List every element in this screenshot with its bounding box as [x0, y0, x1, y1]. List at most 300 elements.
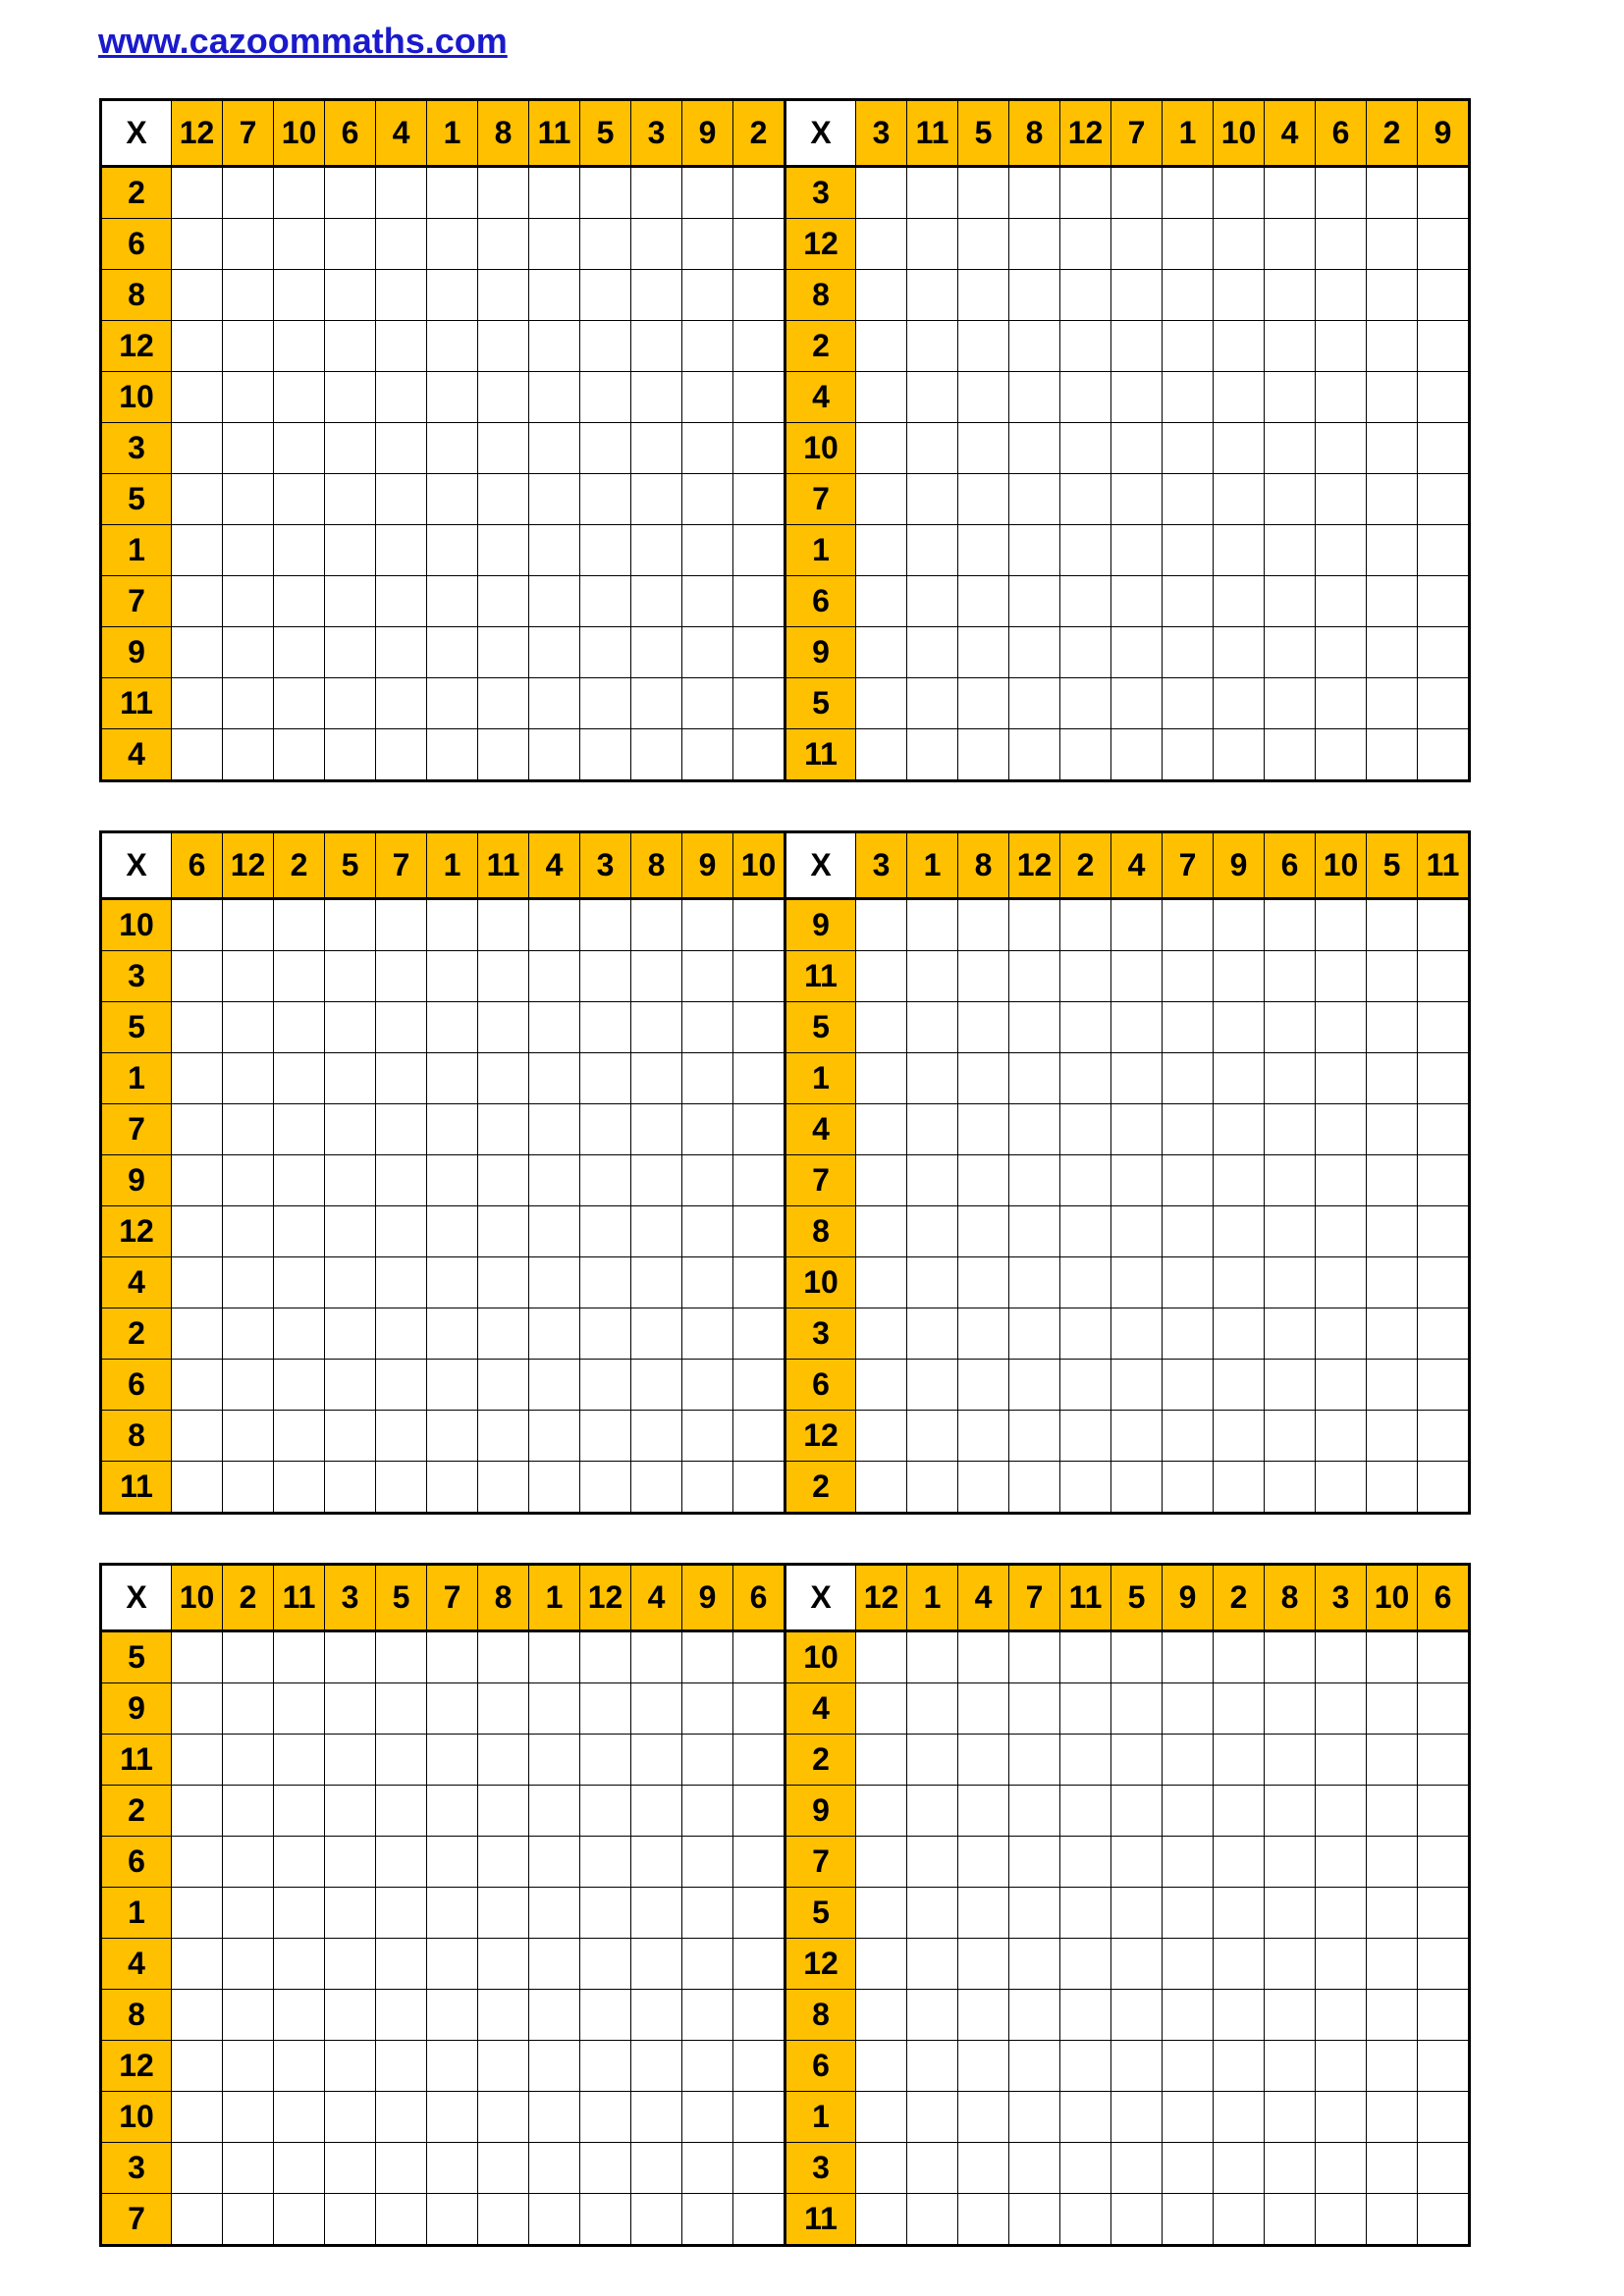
answer-cell[interactable]: [223, 1002, 274, 1053]
answer-cell[interactable]: [223, 525, 274, 576]
answer-cell[interactable]: [631, 1257, 682, 1308]
answer-cell[interactable]: [907, 1257, 958, 1308]
answer-cell[interactable]: [631, 1735, 682, 1786]
answer-cell[interactable]: [682, 2092, 733, 2143]
answer-cell[interactable]: [631, 372, 682, 423]
answer-cell[interactable]: [682, 1206, 733, 1257]
answer-cell[interactable]: [529, 219, 580, 270]
answer-cell[interactable]: [958, 525, 1009, 576]
answer-cell[interactable]: [1214, 1411, 1265, 1462]
answer-cell[interactable]: [958, 1360, 1009, 1411]
answer-cell[interactable]: [325, 1155, 376, 1206]
answer-cell[interactable]: [1214, 1155, 1265, 1206]
answer-cell[interactable]: [733, 1888, 785, 1939]
answer-cell[interactable]: [172, 1990, 223, 2041]
answer-cell[interactable]: [325, 1631, 376, 1683]
answer-cell[interactable]: [1111, 2143, 1163, 2194]
answer-cell[interactable]: [907, 474, 958, 525]
answer-cell[interactable]: [529, 627, 580, 678]
answer-cell[interactable]: [529, 474, 580, 525]
answer-cell[interactable]: [274, 1735, 325, 1786]
answer-cell[interactable]: [1418, 1462, 1470, 1514]
answer-cell[interactable]: [529, 1104, 580, 1155]
answer-cell[interactable]: [1111, 1104, 1163, 1155]
answer-cell[interactable]: [856, 372, 907, 423]
answer-cell[interactable]: [580, 1990, 631, 2041]
answer-cell[interactable]: [223, 1631, 274, 1683]
answer-cell[interactable]: [529, 1888, 580, 1939]
answer-cell[interactable]: [172, 1411, 223, 1462]
answer-cell[interactable]: [1367, 729, 1418, 781]
answer-cell[interactable]: [907, 1462, 958, 1514]
answer-cell[interactable]: [172, 1257, 223, 1308]
answer-cell[interactable]: [1367, 951, 1418, 1002]
answer-cell[interactable]: [1111, 1837, 1163, 1888]
answer-cell[interactable]: [223, 321, 274, 372]
answer-cell[interactable]: [580, 951, 631, 1002]
answer-cell[interactable]: [1009, 576, 1060, 627]
answer-cell[interactable]: [478, 1888, 529, 1939]
answer-cell[interactable]: [376, 627, 427, 678]
answer-cell[interactable]: [223, 1155, 274, 1206]
answer-cell[interactable]: [274, 899, 325, 951]
answer-cell[interactable]: [1214, 2143, 1265, 2194]
answer-cell[interactable]: [733, 2092, 785, 2143]
answer-cell[interactable]: [1009, 1631, 1060, 1683]
answer-cell[interactable]: [376, 1308, 427, 1360]
answer-cell[interactable]: [376, 729, 427, 781]
answer-cell[interactable]: [1418, 321, 1470, 372]
answer-cell[interactable]: [733, 2143, 785, 2194]
answer-cell[interactable]: [1214, 1360, 1265, 1411]
answer-cell[interactable]: [1265, 1360, 1316, 1411]
answer-cell[interactable]: [1316, 1631, 1367, 1683]
answer-cell[interactable]: [1009, 2143, 1060, 2194]
answer-cell[interactable]: [631, 1631, 682, 1683]
answer-cell[interactable]: [223, 1257, 274, 1308]
answer-cell[interactable]: [529, 525, 580, 576]
answer-cell[interactable]: [478, 729, 529, 781]
answer-cell[interactable]: [427, 1002, 478, 1053]
answer-cell[interactable]: [580, 1888, 631, 1939]
answer-cell[interactable]: [907, 729, 958, 781]
answer-cell[interactable]: [1111, 678, 1163, 729]
answer-cell[interactable]: [1316, 219, 1367, 270]
answer-cell[interactable]: [376, 2194, 427, 2246]
answer-cell[interactable]: [325, 2194, 376, 2246]
answer-cell[interactable]: [274, 2092, 325, 2143]
answer-cell[interactable]: [1111, 729, 1163, 781]
answer-cell[interactable]: [325, 1735, 376, 1786]
answer-cell[interactable]: [631, 1206, 682, 1257]
answer-cell[interactable]: [478, 1308, 529, 1360]
answer-cell[interactable]: [478, 2143, 529, 2194]
answer-cell[interactable]: [274, 2194, 325, 2246]
answer-cell[interactable]: [172, 627, 223, 678]
answer-cell[interactable]: [529, 1206, 580, 1257]
answer-cell[interactable]: [958, 1888, 1009, 1939]
answer-cell[interactable]: [223, 1053, 274, 1104]
answer-cell[interactable]: [427, 372, 478, 423]
answer-cell[interactable]: [1214, 474, 1265, 525]
answer-cell[interactable]: [1316, 270, 1367, 321]
answer-cell[interactable]: [856, 1002, 907, 1053]
answer-cell[interactable]: [1111, 474, 1163, 525]
answer-cell[interactable]: [1367, 1683, 1418, 1735]
answer-cell[interactable]: [580, 1411, 631, 1462]
answer-cell[interactable]: [1316, 678, 1367, 729]
answer-cell[interactable]: [427, 1939, 478, 1990]
answer-cell[interactable]: [1265, 372, 1316, 423]
answer-cell[interactable]: [682, 576, 733, 627]
answer-cell[interactable]: [1009, 729, 1060, 781]
answer-cell[interactable]: [427, 1462, 478, 1514]
answer-cell[interactable]: [958, 474, 1009, 525]
answer-cell[interactable]: [1214, 1308, 1265, 1360]
answer-cell[interactable]: [1214, 1786, 1265, 1837]
answer-cell[interactable]: [682, 1888, 733, 1939]
answer-cell[interactable]: [733, 678, 785, 729]
answer-cell[interactable]: [907, 1939, 958, 1990]
answer-cell[interactable]: [427, 219, 478, 270]
answer-cell[interactable]: [1163, 1462, 1214, 1514]
answer-cell[interactable]: [325, 951, 376, 1002]
answer-cell[interactable]: [529, 1939, 580, 1990]
answer-cell[interactable]: [172, 729, 223, 781]
answer-cell[interactable]: [274, 1002, 325, 1053]
answer-cell[interactable]: [223, 1837, 274, 1888]
answer-cell[interactable]: [1418, 899, 1470, 951]
answer-cell[interactable]: [856, 951, 907, 1002]
answer-cell[interactable]: [1418, 1837, 1470, 1888]
answer-cell[interactable]: [907, 1683, 958, 1735]
answer-cell[interactable]: [1111, 1411, 1163, 1462]
answer-cell[interactable]: [1367, 219, 1418, 270]
answer-cell[interactable]: [682, 678, 733, 729]
answer-cell[interactable]: [1060, 1002, 1111, 1053]
answer-cell[interactable]: [1163, 1786, 1214, 1837]
answer-cell[interactable]: [1265, 1104, 1316, 1155]
answer-cell[interactable]: [1418, 270, 1470, 321]
answer-cell[interactable]: [958, 1206, 1009, 1257]
answer-cell[interactable]: [1367, 1206, 1418, 1257]
answer-cell[interactable]: [1060, 1360, 1111, 1411]
answer-cell[interactable]: [1316, 1308, 1367, 1360]
answer-cell[interactable]: [907, 627, 958, 678]
answer-cell[interactable]: [907, 1837, 958, 1888]
answer-cell[interactable]: [1009, 372, 1060, 423]
answer-cell[interactable]: [856, 474, 907, 525]
answer-cell[interactable]: [733, 1053, 785, 1104]
answer-cell[interactable]: [1009, 1308, 1060, 1360]
answer-cell[interactable]: [478, 1735, 529, 1786]
answer-cell[interactable]: [682, 1002, 733, 1053]
answer-cell[interactable]: [1111, 321, 1163, 372]
answer-cell[interactable]: [274, 729, 325, 781]
answer-cell[interactable]: [1316, 474, 1367, 525]
answer-cell[interactable]: [1060, 1990, 1111, 2041]
answer-cell[interactable]: [856, 1462, 907, 1514]
answer-cell[interactable]: [1214, 321, 1265, 372]
answer-cell[interactable]: [856, 1104, 907, 1155]
answer-cell[interactable]: [529, 1257, 580, 1308]
answer-cell[interactable]: [325, 729, 376, 781]
answer-cell[interactable]: [631, 1683, 682, 1735]
answer-cell[interactable]: [1316, 1155, 1367, 1206]
answer-cell[interactable]: [958, 2092, 1009, 2143]
answer-cell[interactable]: [907, 1990, 958, 2041]
answer-cell[interactable]: [1060, 2143, 1111, 2194]
answer-cell[interactable]: [856, 270, 907, 321]
answer-cell[interactable]: [1418, 2194, 1470, 2246]
answer-cell[interactable]: [631, 2092, 682, 2143]
answer-cell[interactable]: [1367, 474, 1418, 525]
answer-cell[interactable]: [580, 627, 631, 678]
answer-cell[interactable]: [1316, 1257, 1367, 1308]
answer-cell[interactable]: [478, 321, 529, 372]
answer-cell[interactable]: [1367, 2143, 1418, 2194]
answer-cell[interactable]: [325, 899, 376, 951]
answer-cell[interactable]: [1265, 729, 1316, 781]
answer-cell[interactable]: [1316, 372, 1367, 423]
answer-cell[interactable]: [1060, 525, 1111, 576]
answer-cell[interactable]: [631, 525, 682, 576]
answer-cell[interactable]: [580, 2041, 631, 2092]
answer-cell[interactable]: [1265, 1411, 1316, 1462]
answer-cell[interactable]: [1418, 627, 1470, 678]
answer-cell[interactable]: [529, 167, 580, 219]
answer-cell[interactable]: [682, 1360, 733, 1411]
answer-cell[interactable]: [172, 678, 223, 729]
answer-cell[interactable]: [274, 1888, 325, 1939]
answer-cell[interactable]: [1265, 951, 1316, 1002]
answer-cell[interactable]: [325, 576, 376, 627]
answer-cell[interactable]: [1316, 576, 1367, 627]
answer-cell[interactable]: [1111, 372, 1163, 423]
answer-cell[interactable]: [682, 423, 733, 474]
answer-cell[interactable]: [856, 1735, 907, 1786]
answer-cell[interactable]: [580, 270, 631, 321]
answer-cell[interactable]: [478, 899, 529, 951]
answer-cell[interactable]: [427, 1053, 478, 1104]
answer-cell[interactable]: [1418, 1360, 1470, 1411]
answer-cell[interactable]: [325, 1257, 376, 1308]
answer-cell[interactable]: [733, 1411, 785, 1462]
answer-cell[interactable]: [1265, 2041, 1316, 2092]
answer-cell[interactable]: [682, 1308, 733, 1360]
answer-cell[interactable]: [1060, 1939, 1111, 1990]
answer-cell[interactable]: [733, 1104, 785, 1155]
answer-cell[interactable]: [733, 321, 785, 372]
answer-cell[interactable]: [529, 951, 580, 1002]
answer-cell[interactable]: [274, 321, 325, 372]
answer-cell[interactable]: [958, 372, 1009, 423]
answer-cell[interactable]: [958, 899, 1009, 951]
answer-cell[interactable]: [274, 372, 325, 423]
answer-cell[interactable]: [1111, 1155, 1163, 1206]
answer-cell[interactable]: [376, 1786, 427, 1837]
answer-cell[interactable]: [1367, 1631, 1418, 1683]
answer-cell[interactable]: [325, 167, 376, 219]
answer-cell[interactable]: [1060, 1104, 1111, 1155]
answer-cell[interactable]: [172, 1888, 223, 1939]
answer-cell[interactable]: [478, 678, 529, 729]
answer-cell[interactable]: [1163, 2041, 1214, 2092]
answer-cell[interactable]: [1060, 1411, 1111, 1462]
answer-cell[interactable]: [223, 474, 274, 525]
answer-cell[interactable]: [1163, 423, 1214, 474]
answer-cell[interactable]: [1265, 1888, 1316, 1939]
answer-cell[interactable]: [376, 525, 427, 576]
answer-cell[interactable]: [1111, 1257, 1163, 1308]
answer-cell[interactable]: [1060, 1631, 1111, 1683]
answer-cell[interactable]: [631, 1360, 682, 1411]
answer-cell[interactable]: [172, 1104, 223, 1155]
answer-cell[interactable]: [1367, 1360, 1418, 1411]
answer-cell[interactable]: [907, 678, 958, 729]
answer-cell[interactable]: [1418, 1411, 1470, 1462]
answer-cell[interactable]: [856, 1939, 907, 1990]
answer-cell[interactable]: [580, 2194, 631, 2246]
answer-cell[interactable]: [1418, 1155, 1470, 1206]
answer-cell[interactable]: [478, 1206, 529, 1257]
answer-cell[interactable]: [427, 423, 478, 474]
answer-cell[interactable]: [856, 2092, 907, 2143]
answer-cell[interactable]: [580, 1683, 631, 1735]
answer-cell[interactable]: [1214, 729, 1265, 781]
answer-cell[interactable]: [1163, 372, 1214, 423]
answer-cell[interactable]: [274, 1360, 325, 1411]
answer-cell[interactable]: [1111, 1631, 1163, 1683]
answer-cell[interactable]: [1214, 1837, 1265, 1888]
answer-cell[interactable]: [1418, 1888, 1470, 1939]
answer-cell[interactable]: [907, 423, 958, 474]
answer-cell[interactable]: [580, 1104, 631, 1155]
answer-cell[interactable]: [427, 1308, 478, 1360]
answer-cell[interactable]: [856, 1206, 907, 1257]
answer-cell[interactable]: [1214, 1735, 1265, 1786]
answer-cell[interactable]: [1265, 423, 1316, 474]
answer-cell[interactable]: [1316, 321, 1367, 372]
answer-cell[interactable]: [1367, 627, 1418, 678]
answer-cell[interactable]: [856, 1990, 907, 2041]
answer-cell[interactable]: [1214, 1888, 1265, 1939]
answer-cell[interactable]: [427, 1631, 478, 1683]
answer-cell[interactable]: [1316, 2041, 1367, 2092]
answer-cell[interactable]: [1060, 1683, 1111, 1735]
answer-cell[interactable]: [1214, 1257, 1265, 1308]
answer-cell[interactable]: [1214, 423, 1265, 474]
answer-cell[interactable]: [325, 1206, 376, 1257]
answer-cell[interactable]: [376, 1888, 427, 1939]
answer-cell[interactable]: [172, 474, 223, 525]
answer-cell[interactable]: [1009, 1411, 1060, 1462]
answer-cell[interactable]: [1418, 1631, 1470, 1683]
answer-cell[interactable]: [1111, 1360, 1163, 1411]
answer-cell[interactable]: [478, 1837, 529, 1888]
answer-cell[interactable]: [1060, 1308, 1111, 1360]
answer-cell[interactable]: [1009, 2041, 1060, 2092]
answer-cell[interactable]: [1163, 1206, 1214, 1257]
answer-cell[interactable]: [1214, 270, 1265, 321]
answer-cell[interactable]: [1265, 1462, 1316, 1514]
answer-cell[interactable]: [1060, 729, 1111, 781]
answer-cell[interactable]: [529, 1683, 580, 1735]
answer-cell[interactable]: [376, 2143, 427, 2194]
answer-cell[interactable]: [856, 1411, 907, 1462]
answer-cell[interactable]: [907, 372, 958, 423]
answer-cell[interactable]: [682, 1939, 733, 1990]
answer-cell[interactable]: [1214, 1104, 1265, 1155]
answer-cell[interactable]: [1316, 1837, 1367, 1888]
answer-cell[interactable]: [733, 627, 785, 678]
answer-cell[interactable]: [580, 1002, 631, 1053]
answer-cell[interactable]: [478, 372, 529, 423]
answer-cell[interactable]: [1111, 270, 1163, 321]
answer-cell[interactable]: [172, 525, 223, 576]
answer-cell[interactable]: [223, 1939, 274, 1990]
answer-cell[interactable]: [223, 372, 274, 423]
answer-cell[interactable]: [223, 1104, 274, 1155]
answer-cell[interactable]: [682, 1104, 733, 1155]
answer-cell[interactable]: [733, 474, 785, 525]
answer-cell[interactable]: [1214, 678, 1265, 729]
answer-cell[interactable]: [856, 576, 907, 627]
answer-cell[interactable]: [631, 1990, 682, 2041]
answer-cell[interactable]: [1214, 899, 1265, 951]
answer-cell[interactable]: [631, 2143, 682, 2194]
answer-cell[interactable]: [1265, 321, 1316, 372]
answer-cell[interactable]: [325, 474, 376, 525]
answer-cell[interactable]: [1316, 1053, 1367, 1104]
answer-cell[interactable]: [223, 1990, 274, 2041]
answer-cell[interactable]: [907, 1735, 958, 1786]
answer-cell[interactable]: [958, 2194, 1009, 2246]
answer-cell[interactable]: [1163, 678, 1214, 729]
answer-cell[interactable]: [631, 1837, 682, 1888]
answer-cell[interactable]: [478, 219, 529, 270]
answer-cell[interactable]: [907, 1206, 958, 1257]
answer-cell[interactable]: [1367, 1002, 1418, 1053]
answer-cell[interactable]: [1060, 576, 1111, 627]
answer-cell[interactable]: [529, 1411, 580, 1462]
answer-cell[interactable]: [529, 321, 580, 372]
answer-cell[interactable]: [1214, 219, 1265, 270]
answer-cell[interactable]: [325, 2041, 376, 2092]
answer-cell[interactable]: [631, 1308, 682, 1360]
answer-cell[interactable]: [580, 474, 631, 525]
answer-cell[interactable]: [907, 1155, 958, 1206]
answer-cell[interactable]: [1265, 1837, 1316, 1888]
answer-cell[interactable]: [427, 899, 478, 951]
answer-cell[interactable]: [1316, 2092, 1367, 2143]
answer-cell[interactable]: [1418, 1735, 1470, 1786]
answer-cell[interactable]: [631, 678, 682, 729]
answer-cell[interactable]: [376, 372, 427, 423]
answer-cell[interactable]: [1111, 576, 1163, 627]
answer-cell[interactable]: [1060, 678, 1111, 729]
answer-cell[interactable]: [907, 2194, 958, 2246]
answer-cell[interactable]: [1265, 1939, 1316, 1990]
answer-cell[interactable]: [325, 1360, 376, 1411]
answer-cell[interactable]: [1163, 1053, 1214, 1104]
answer-cell[interactable]: [478, 1631, 529, 1683]
answer-cell[interactable]: [1214, 372, 1265, 423]
answer-cell[interactable]: [1009, 678, 1060, 729]
answer-cell[interactable]: [631, 729, 682, 781]
answer-cell[interactable]: [1060, 167, 1111, 219]
answer-cell[interactable]: [1418, 1786, 1470, 1837]
